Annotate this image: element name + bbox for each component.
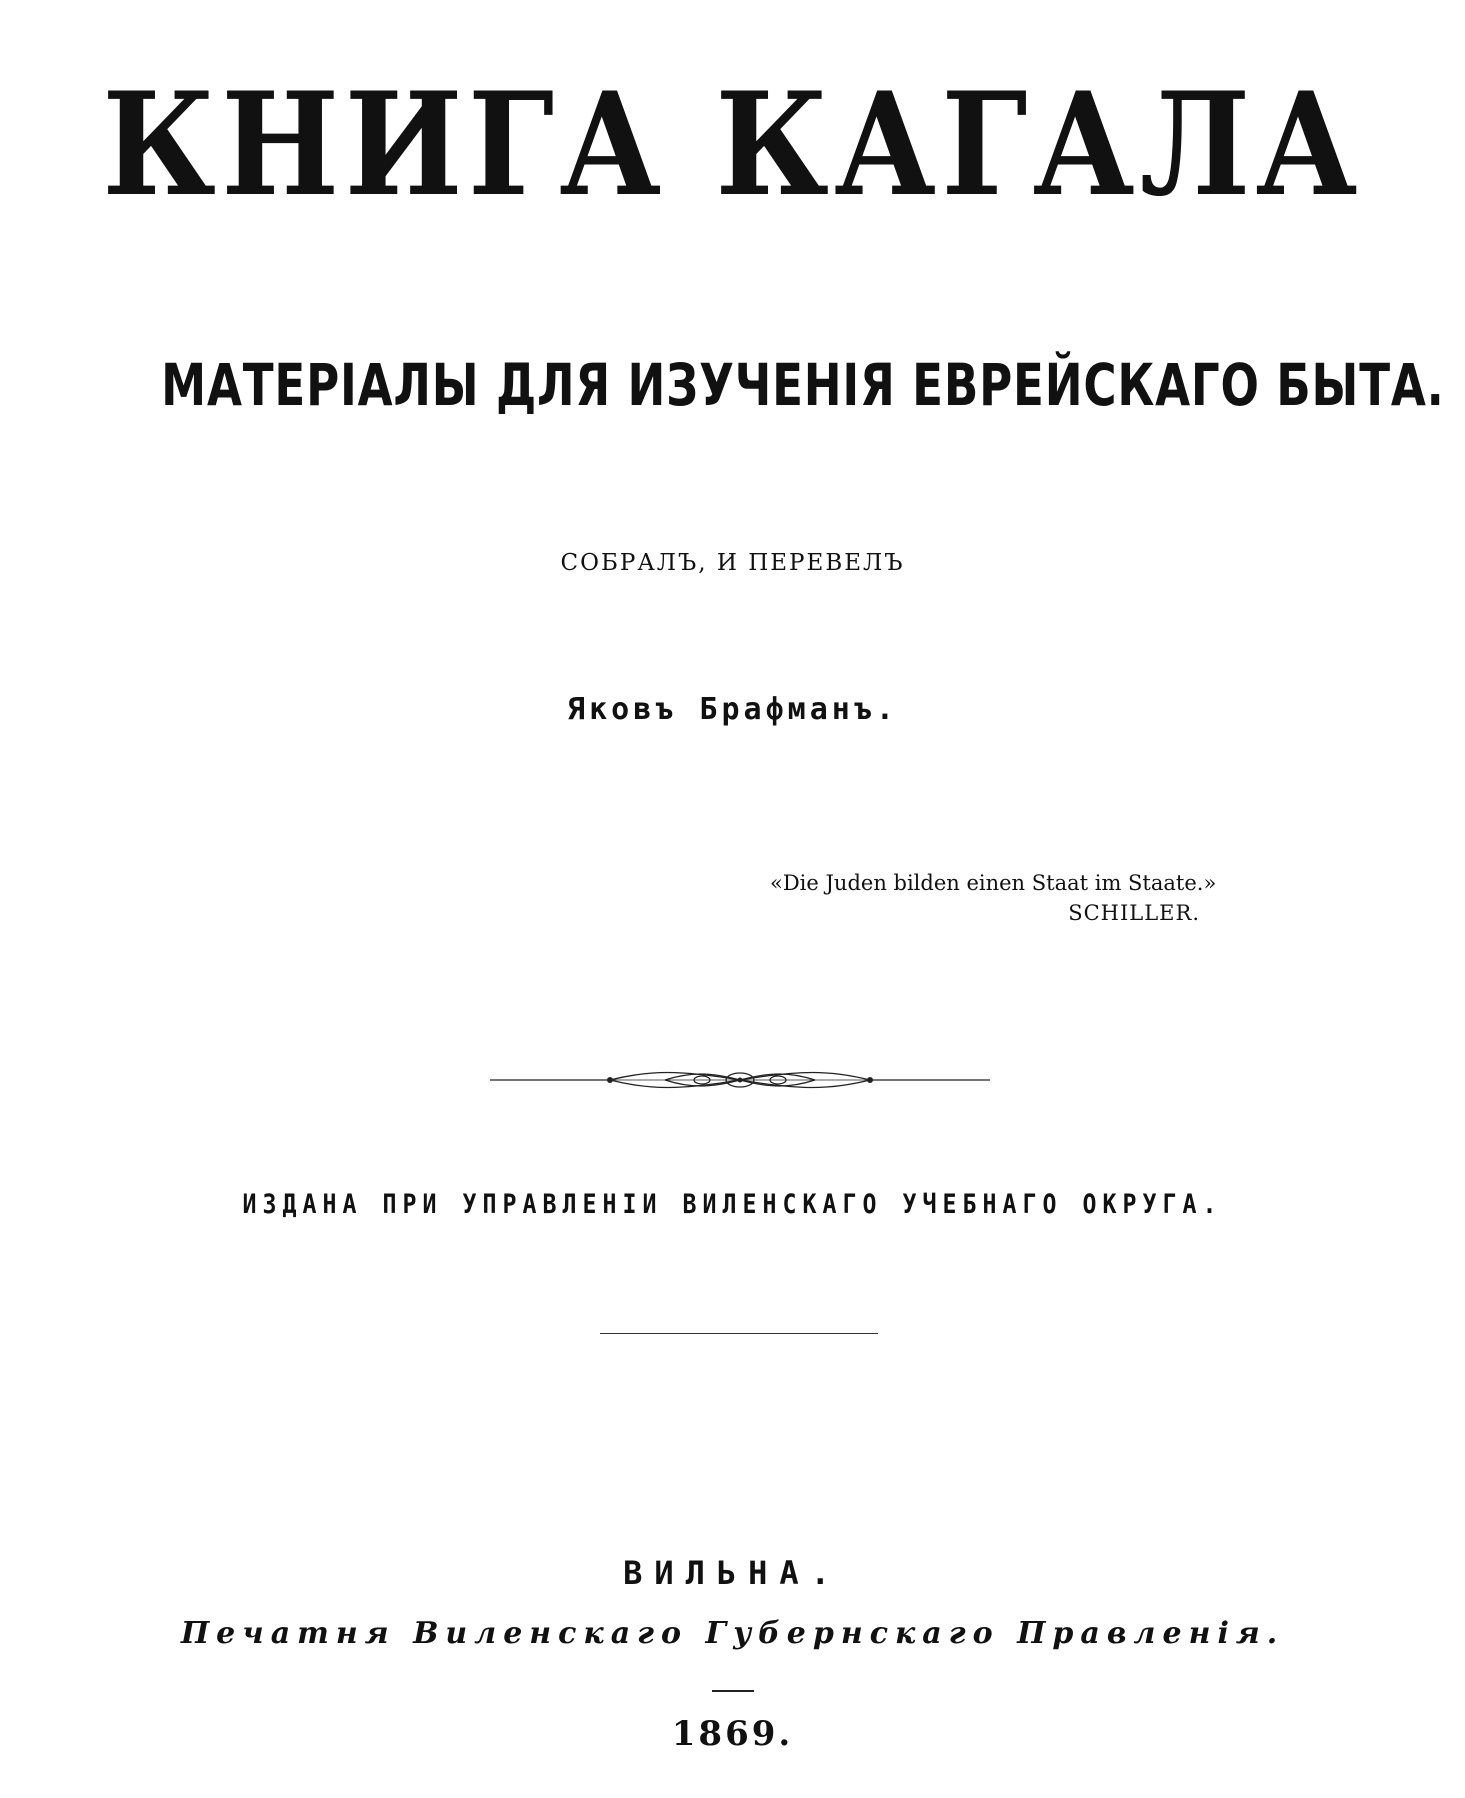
book-subtitle: МАТЕРІАЛЫ ДЛЯ ИЗУЧЕНІЯ ЕВРЕЙСКАГО БЫТА.: [161, 351, 1445, 419]
city-name: ВИЛЬНА.: [623, 1554, 842, 1592]
compiled-by-line: СОБРАЛЪ, И ПЕРЕВЕЛЪ: [560, 550, 905, 576]
author-name: Яковъ Брафманъ.: [567, 692, 898, 727]
short-dash: [712, 1690, 754, 1692]
epigraph: [770, 868, 1230, 928]
epigraph-quote: «Die Juden bilden einen Staat im Staate.»: [770, 871, 1217, 895]
publication-year: 1869.: [671, 1714, 794, 1754]
publisher-line: ИЗДАНА ПРИ УПРАВЛЕНІИ ВИЛЕНСКАГО УЧЕБНАГО ОКРУГА.: [242, 1189, 1223, 1220]
divider-rule: [600, 1333, 878, 1334]
decorative-ornament: [490, 1060, 990, 1100]
epigraph-attribution: SCHILLER.: [1068, 901, 1200, 925]
press-name: Печатня Виленскаго Губернскаго Правленія.: [180, 1616, 1285, 1651]
book-title: КНИГА КАГАЛА: [102, 62, 1363, 228]
